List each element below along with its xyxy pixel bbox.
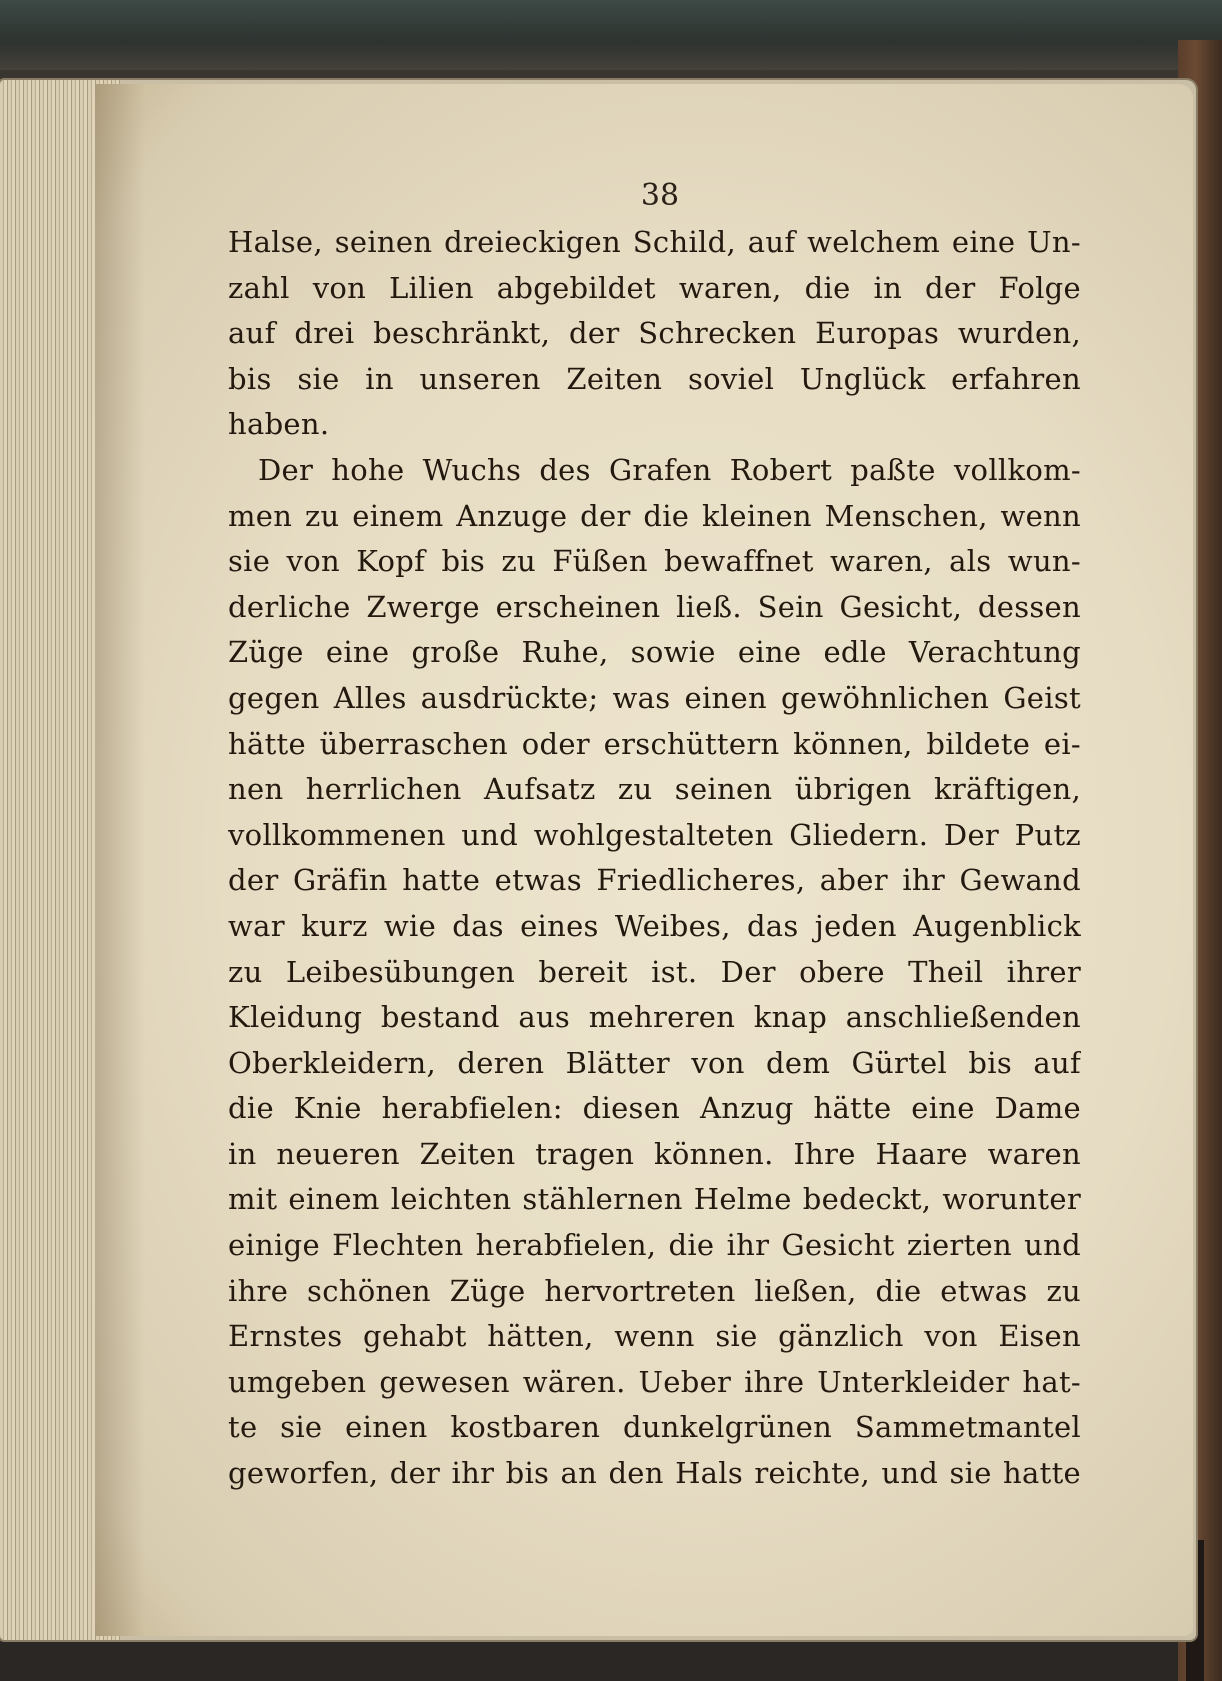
text-line: war kurz wie das eines Weibes, das jeden Augenblick bbox=[228, 908, 1081, 943]
text-line: mit einem leichten stählernen Helme bedeckt, worunter bbox=[228, 1182, 1081, 1217]
text-line: der Gräfin hatte etwas Friedlicheres, aber ihr Gewand bbox=[228, 863, 1081, 898]
text-line: auf drei beschränkt, der Schrecken Europas wurden, bbox=[228, 316, 1081, 351]
table-background bbox=[0, 0, 1222, 70]
text-line: nen herrlichen Aufsatz zu seinen übrigen kräftigen, bbox=[228, 772, 1081, 807]
text-line: Ernstes gehabt hätten, wenn sie gänzlich von Eisen bbox=[228, 1319, 1081, 1354]
text-line: einige Flechten herabfielen, die ihr Gesicht zierten und bbox=[228, 1228, 1081, 1263]
text-line: geworfen, der ihr bis an den Hals reichte, und sie hatte bbox=[228, 1456, 1081, 1491]
text-line: haben. bbox=[228, 407, 330, 442]
text-line: umgeben gewesen wären. Ueber ihre Unterkleider hat- bbox=[228, 1364, 1081, 1399]
text-line: Der hohe Wuchs des Grafen Robert paßte vollkom- bbox=[258, 452, 1081, 487]
text-line: Halse, seinen dreieckigen Schild, auf welchem eine Un- bbox=[228, 225, 1081, 259]
text-line: ihre schönen Züge hervortreten ließen, die etwas zu bbox=[228, 1273, 1081, 1308]
text-line: Oberkleidern, deren Blätter von dem Gürtel bis auf bbox=[228, 1045, 1081, 1080]
text-line: die Knie herabfielen: diesen Anzug hätte eine Dame bbox=[228, 1091, 1081, 1126]
page-number: 38 bbox=[640, 178, 680, 213]
text-line: zahl von Lilien abgebildet waren, die in der Folge bbox=[228, 270, 1081, 305]
text-line: hätte überraschen oder erschüttern können, bildete ei- bbox=[228, 726, 1081, 761]
text-line: te sie einen kostbaren dunkelgrünen Sammetmantel bbox=[228, 1410, 1081, 1445]
text-line: men zu einem Anzuge der die kleinen Menschen, wenn bbox=[228, 498, 1081, 533]
text-line: gegen Alles ausdrückte; was einen gewöhnlichen Geist bbox=[228, 680, 1081, 715]
text-line: Züge eine große Ruhe, sowie eine edle Verachtung bbox=[228, 635, 1081, 670]
gutter-shadow bbox=[95, 84, 145, 1636]
text-line: in neueren Zeiten tragen können. Ihre Haare waren bbox=[228, 1136, 1081, 1171]
text-line: sie von Kopf bis zu Füßen bewaffnet waren, als wun- bbox=[228, 544, 1081, 579]
text-line: derliche Zwerge erscheinen ließ. Sein Gesicht, dessen bbox=[228, 589, 1081, 624]
text-line: Kleidung bestand aus mehreren knap anschließenden bbox=[228, 1000, 1081, 1035]
text-line: vollkommenen und wohlgestalteten Gliedern. Der Putz bbox=[228, 817, 1081, 852]
page-text bbox=[228, 220, 1081, 1497]
text-line: zu Leibesübungen bereit ist. Der obere Theil ihrer bbox=[228, 954, 1081, 989]
text-line: bis sie in unseren Zeiten soviel Unglück erfahren bbox=[228, 361, 1081, 396]
